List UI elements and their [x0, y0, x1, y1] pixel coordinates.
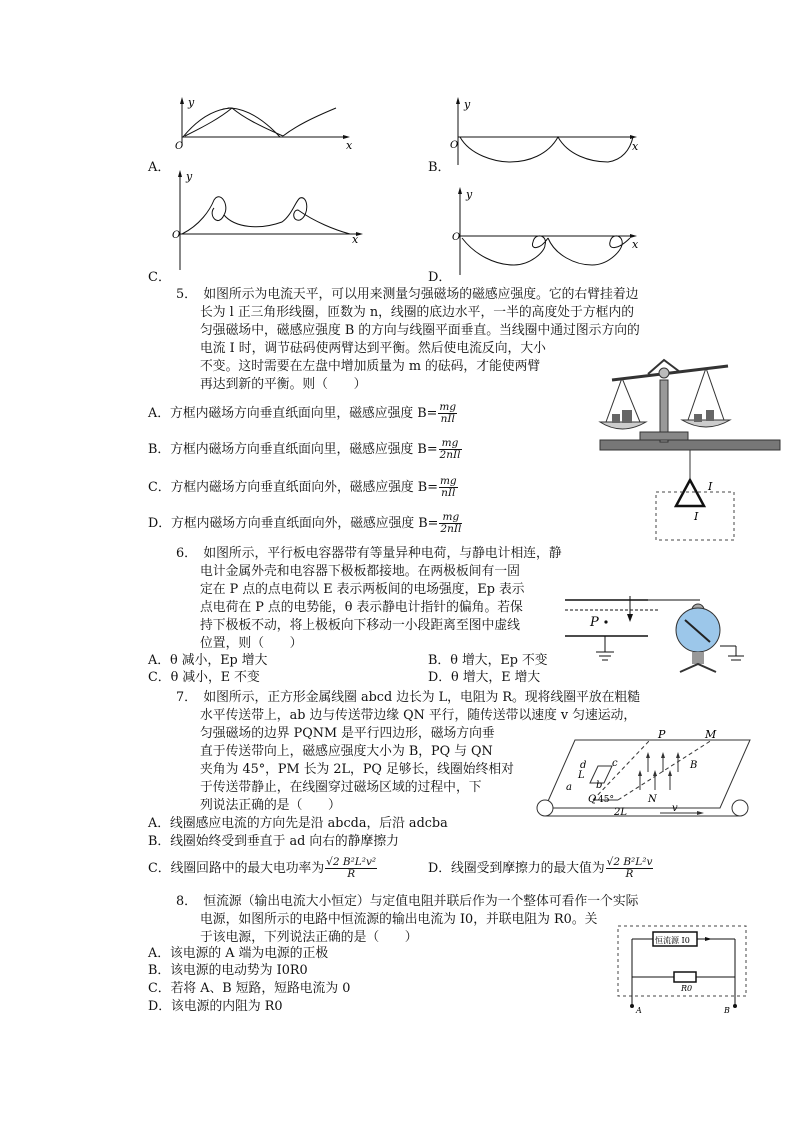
svg-text:y: y [464, 98, 471, 111]
q6-line-2: 电计金属外壳和电容器下极板都接地。在两极板间有一固 [200, 564, 520, 579]
q7-option-a: A．线圈感应电流的方向先是沿 abcda，后沿 adcba [148, 816, 448, 831]
q5-line-5: 不变。这时需要在左盘中增加质量为 m 的砝码，才能使两臂 [200, 359, 541, 374]
q7-label-b: b [596, 780, 603, 791]
q8-source-label: 恒流源 I0 [655, 936, 690, 945]
q8-option-d: D．该电源的内阻为 R0 [148, 999, 283, 1014]
q6-option-b: B．θ 增大，Ep 不变 [428, 653, 548, 668]
q8-line-3: 于该电源，下列说法正确的是（ ） [200, 930, 418, 945]
q7-label-n: N [648, 794, 657, 805]
svg-text:x: x [632, 140, 639, 153]
q5-line-3: 匀强磁场中，磁感应强度 B 的方向与线圈平面垂直。当线圈中通过图示方向的 [200, 323, 640, 338]
q7-label-l: L [578, 770, 585, 781]
q7-line-3: 匀强磁场的边界 PQNM 是平行四边形，磁场方向垂 [200, 726, 495, 741]
q5-line-6: 再达到新的平衡。则（ ） [200, 377, 367, 392]
q4-option-a-label: A． [148, 160, 171, 175]
q8-terminal-a: A [636, 1006, 642, 1015]
svg-text:O: O [450, 140, 459, 151]
q6-option-c: C．θ 减小，E 不变 [148, 670, 260, 685]
q7-label-m: M [705, 728, 717, 741]
q7-option-c: C．线圈回路中的最大电功率为 $\frac{\text{√2 B²L²v²}}{R}$ [148, 856, 377, 880]
q4-option-b-label: B． [428, 160, 451, 175]
q5-line-1: 5． 如图所示为电流天平，可以用来测量匀强磁场的磁感应强度。它的右臂挂着边 [176, 287, 639, 302]
q5-line-2: 长为 l 正三角形线圈，匝数为 n，线圈的底边水平，一半的高度处于方框内的 [200, 305, 635, 320]
q7-line-5: 夹角为 45°，PM 长为 2L，PQ 足够长，线圈始终相对 [200, 762, 514, 777]
q7-line-1: 7． 如图所示，正方形金属线圈 abcd 边长为 L，电阻为 R。现将线圈平放在粗糙 [176, 690, 641, 705]
q6-line-3: 定在 P 点的点电荷以 E 表示两板间的电场强度，Ep 表示 [200, 582, 525, 597]
q4-option-c-label: C． [148, 270, 171, 285]
q7-label-v: v [672, 803, 678, 814]
q6-line-6: 位置，则（ ） [200, 636, 303, 651]
q8-line-2: 电源，如图所示的电路中恒流源的输出电流为 I0，并联电阻为 R0。关 [200, 912, 598, 927]
q5-option-a: A．方框内磁场方向垂直纸面向里，磁感应强度 B= $\frac{mg}{\text{nIl}}$ [148, 401, 457, 425]
q7-line-2: 水平传送带上，ab 边与传送带边缘 QN 平行，随传送带以速度 v 匀速运动， [200, 708, 637, 723]
svg-text:x: x [352, 233, 359, 246]
q5-line-4: 电流 I 时，调节砝码使两臂达到平衡。然后使电流反向，大小 [200, 341, 546, 356]
q7-label-angle: 45° [598, 795, 614, 805]
q7-label-2l: 2L [614, 807, 628, 818]
q7-option-d: D．线圈受到摩擦力的最大值为 $\frac{\text{√2 B²L²v}}{R}$ [428, 856, 653, 880]
q7-label-a: a [566, 782, 572, 793]
q7-line-6: 于传送带静止，在线圈穿过磁场区域的过程中，下 [200, 780, 482, 795]
q7-label-d: d [580, 760, 587, 771]
q8-option-b: B．该电源的电动势为 I0R0 [148, 963, 308, 978]
svg-text:y: y [466, 188, 473, 201]
q7-label-c: c [612, 758, 618, 769]
q8-line-1: 8． 恒流源（输出电流大小恒定）与定值电阻并联后作为一个整体可看作一个实际 [176, 894, 639, 909]
q8-resistor-label: R0 [681, 984, 693, 993]
svg-text:O: O [452, 232, 461, 243]
q7-label-b-field: B [690, 760, 698, 771]
q8-terminal-b: B [724, 1006, 730, 1015]
q4-a-x-label: x [346, 139, 353, 152]
svg-text:O: O [172, 230, 181, 241]
q4-a-o-label: O [175, 141, 184, 152]
q6-option-a: A．θ 减小，Ep 增大 [148, 653, 268, 668]
q6-line-4: 点电荷在 P 点的电势能，θ 表示静电计指针的偏角。若保 [200, 600, 523, 615]
q5-option-c: C．方框内磁场方向垂直纸面向外，磁感应强度 B= $\frac{mg}{\text{nIl}}$ [148, 475, 457, 499]
q7-option-b: B．线圈始终受到垂直于 ad 向右的静摩擦力 [148, 834, 399, 849]
q7-label-q: Q [588, 794, 597, 805]
svg-text:y: y [186, 170, 193, 183]
q4-option-d-label: D． [428, 270, 452, 285]
q7-line-7: 列说法正确的是（ ） [200, 798, 341, 813]
q6-p-label: P [590, 615, 599, 630]
q7-line-4: 直于传送带向上，磁感应强度大小为 B，PQ 与 QN [200, 744, 493, 759]
q5-option-b: B．方框内磁场方向垂直纸面向里，磁感应强度 B= $\frac{mg}{\text{2nIl}}$ [148, 437, 461, 461]
q6-line-5: 持下极板不动，将上极板向下移动一小段距离至图中虚线 [200, 618, 520, 633]
q6-line-1: 6． 如图所示，平行板电容器带有等量异种电荷，与静电计相连，静 [176, 546, 562, 561]
q5-option-d: D．方框内磁场方向垂直纸面向外，磁感应强度 B= $\frac{mg}{\text{2nIl}}$ [148, 511, 462, 535]
q5-current-label-bottom: I [694, 510, 699, 523]
q5-current-label-top: I [708, 480, 713, 493]
svg-text:x: x [632, 238, 639, 251]
q4-a-y-label: y [188, 96, 195, 109]
q8-option-c: C．若将 A、B 短路，短路电流为 0 [148, 981, 351, 996]
q7-label-p: P [658, 728, 666, 741]
q6-option-d: D．θ 增大，E 增大 [428, 670, 541, 685]
q8-option-a: A．该电源的 A 端为电源的正极 [148, 946, 329, 961]
